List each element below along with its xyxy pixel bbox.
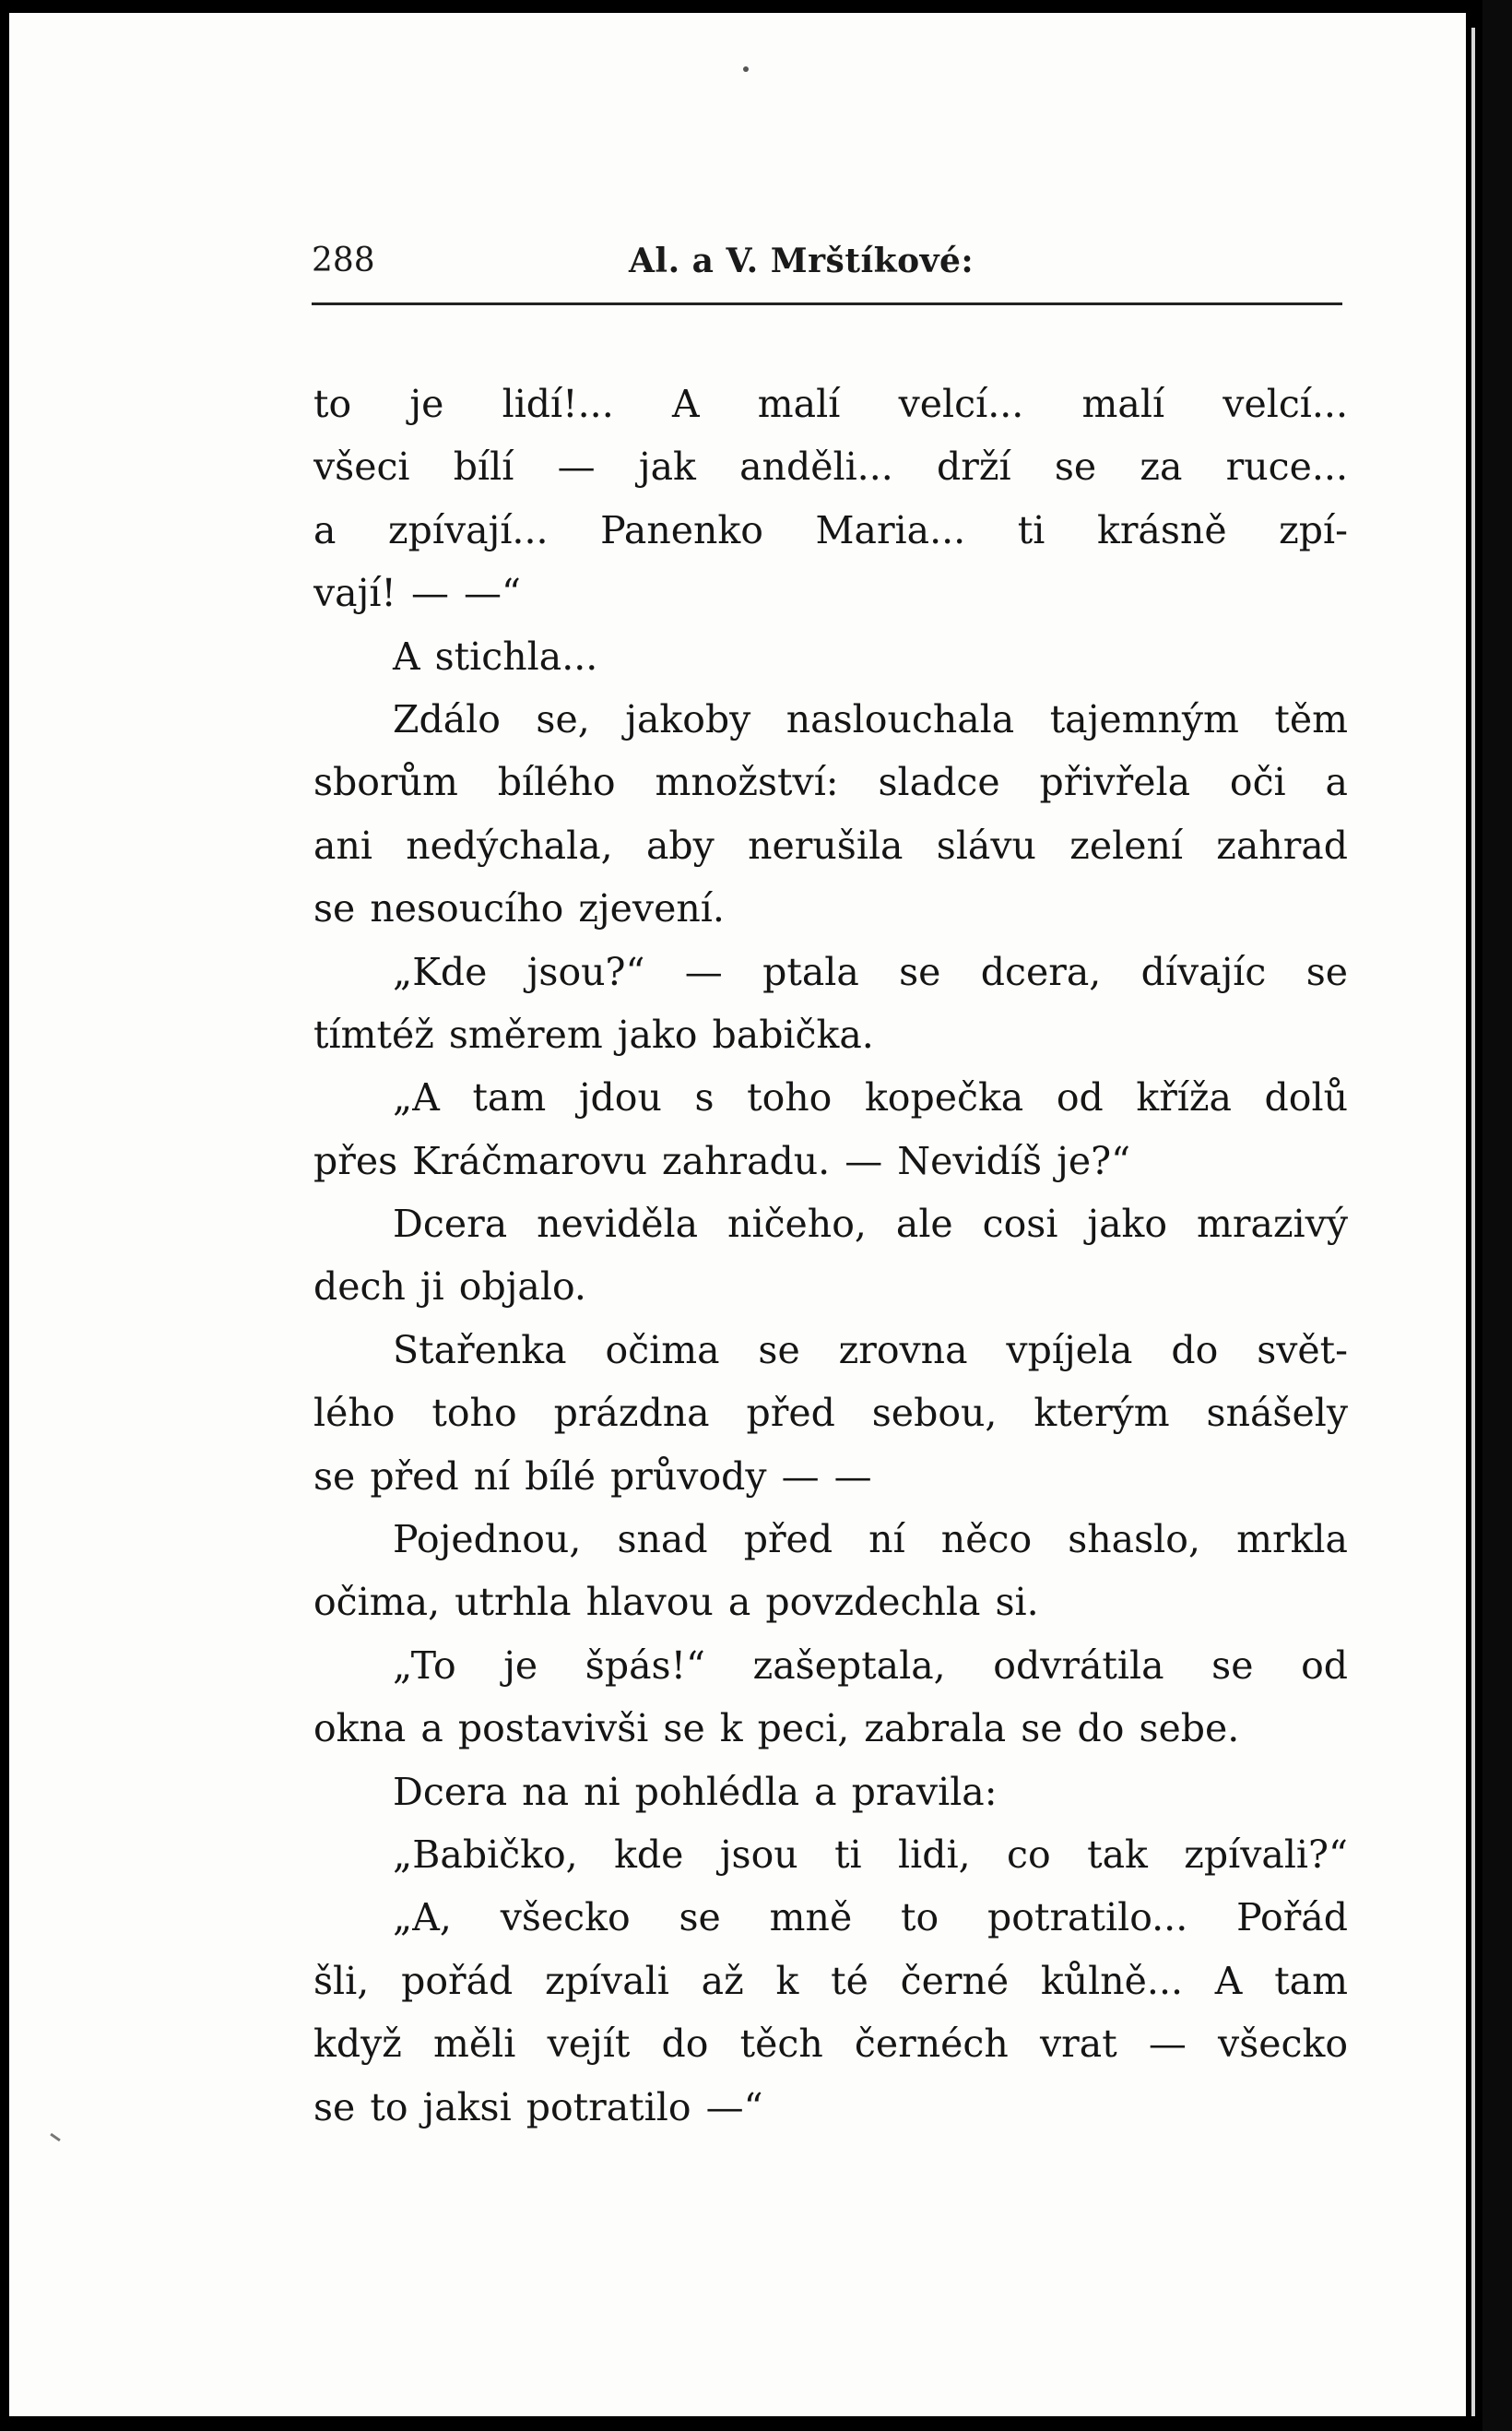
page-header	[301, 242, 1346, 288]
text-line: se nesoucího zjevení.	[313, 886, 725, 931]
text-line: ani nedýchala, aby nerušila slávu zelení zahrad	[313, 823, 1348, 868]
text-line: „A tam jdou s toho kopečka od kříža dolů	[393, 1075, 1348, 1121]
page-edge	[1471, 28, 1475, 2416]
text-line: Zdálo se, jakoby naslouchala tajemným těm	[393, 696, 1348, 741]
text-line: když měli vejít do těch černéch vrat — všecko	[313, 2022, 1348, 2067]
text-line: dech ji objalo.	[313, 1264, 586, 1310]
scan-border	[1482, 0, 1512, 2431]
text-line: Dcera neviděla ničeho, ale cosi jako mrazivý	[393, 1202, 1348, 1247]
text-line: šli, pořád zpívali až k té černé kůlně... A tam	[313, 1958, 1348, 2003]
text-line: Stařenka očima se zrovna vpíjela do svět-	[393, 1327, 1348, 1372]
text-line: „Kde jsou?“ — ptala se dcera, dívajíc se	[393, 949, 1348, 994]
header-rule	[312, 302, 1342, 305]
text-line: očima, utrhla hlavou a povzdechla si.	[313, 1580, 1039, 1625]
text-line: a zpívají... Panenko Maria... ti krásně zpí-	[313, 507, 1348, 552]
text-line: se to jaksi potratilo —“	[313, 2084, 763, 2129]
page-number: 288	[312, 242, 375, 279]
text-line: se před ní bílé průvody — —	[313, 1453, 872, 1499]
text-line: tímtéž směrem jako babička.	[313, 1012, 874, 1057]
text-line: „To je špás!“ zašeptala, odvrátila se od	[393, 1642, 1348, 1688]
text-line: Dcera na ni pohlédla a pravila:	[393, 1769, 998, 1814]
text-line: vají! — —“	[313, 571, 521, 616]
running-title: Al. a V. Mrštíkové:	[629, 242, 975, 280]
body-text	[313, 373, 1348, 2139]
text-line: „Babičko, kde jsou ti lidi, co tak zpívali?“	[393, 1832, 1348, 1877]
text-line: sborům bílého množství: sladce přivřela oči a	[313, 760, 1348, 805]
text-line: A stichla...	[393, 634, 598, 679]
text-line: lého toho prázdna před sebou, kterým snášely	[313, 1391, 1348, 1436]
text-line: přes Kráčmarovu zahradu. — Nevidíš je?“	[313, 1138, 1131, 1183]
text-line: okna a postavivši se k peci, zabrala se do sebe.	[313, 1706, 1240, 1751]
text-line: „A, všecko se mně to potratilo... Pořád	[393, 1895, 1348, 1940]
scan-speck	[743, 66, 749, 72]
text-line: Pojednou, snad před ní něco shaslo, mrkla	[393, 1517, 1348, 1562]
text-line: všeci bílí — jak anděli... drží se za ruce...	[313, 445, 1348, 490]
text-line: to je lidí!... A malí velcí... malí velcí...	[313, 382, 1348, 426]
